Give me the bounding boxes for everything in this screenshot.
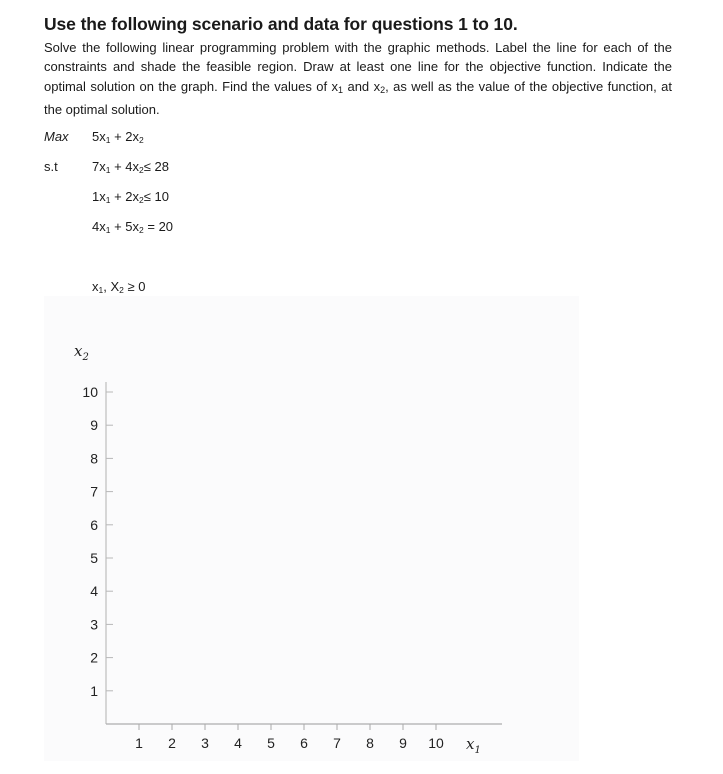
- y-tick-label: 2: [90, 649, 98, 666]
- constraint-2: $1x_1 + 2x_2\le 10$: [92, 189, 169, 205]
- instructions-line-3a: the optimal solution on the graph. Find the values of x: [44, 59, 672, 94]
- instructions-line-3b: and x: [343, 78, 381, 94]
- y-tick-label: 5: [90, 550, 98, 566]
- nonnegativity-constraint: $x_1$, $X_2 \ge 0$: [92, 279, 146, 295]
- x-tick-label: 9: [399, 735, 407, 751]
- page-heading: Use the following scenario and data for questions 1 to 10.: [44, 14, 518, 34]
- x-axis-label: $x_1$: [466, 735, 481, 756]
- x-tick-label: 2: [168, 735, 176, 751]
- x-tick-label: 1: [135, 735, 143, 751]
- y-tick-label: 1: [90, 682, 98, 699]
- instructions-line-1: Solve the following linear programming problem with the graphic methods. Label the line for each of: [44, 40, 649, 55]
- instructions-line-2: the constraints and shade the feasible region. Draw at least one line for the objective function. Indicate: [44, 40, 672, 75]
- subject-to-label: s.t: [44, 159, 58, 174]
- constraint-3: $4x_1 + 5x_2 = 20$: [92, 219, 174, 235]
- y-tick-label: 8: [90, 450, 98, 467]
- subscript: 1: [338, 84, 344, 95]
- x-tick-label: 6: [300, 735, 308, 751]
- y-tick-label: 6: [90, 516, 98, 533]
- x-tick-label: 4: [234, 735, 242, 751]
- y-tick-label: 4: [90, 583, 98, 600]
- x-tick-label: 3: [201, 735, 209, 751]
- x-tick-label: 8: [366, 735, 374, 751]
- instructions-line-4: function, at the optimal solution.: [44, 78, 672, 117]
- x-tick-label: 10: [428, 735, 444, 751]
- instructions-line-3c: , as well as the value of the objective: [385, 78, 604, 94]
- objective-function: $5x_1 + 2x_2$: [92, 129, 144, 145]
- y-tick-label: 9: [90, 417, 98, 434]
- y-tick-label: 3: [90, 616, 98, 633]
- y-tick-label: 10: [82, 384, 98, 400]
- y-axis-label: $x_2$: [74, 342, 89, 363]
- constraint-1: $7x_1 + 4x_2\le 28$: [92, 159, 169, 175]
- y-tick-label: 7: [90, 483, 98, 500]
- x-tick-label: 7: [333, 735, 341, 751]
- subscript: 2: [380, 84, 386, 95]
- x-tick-label: 5: [267, 735, 275, 751]
- max-label: Max: [44, 129, 69, 144]
